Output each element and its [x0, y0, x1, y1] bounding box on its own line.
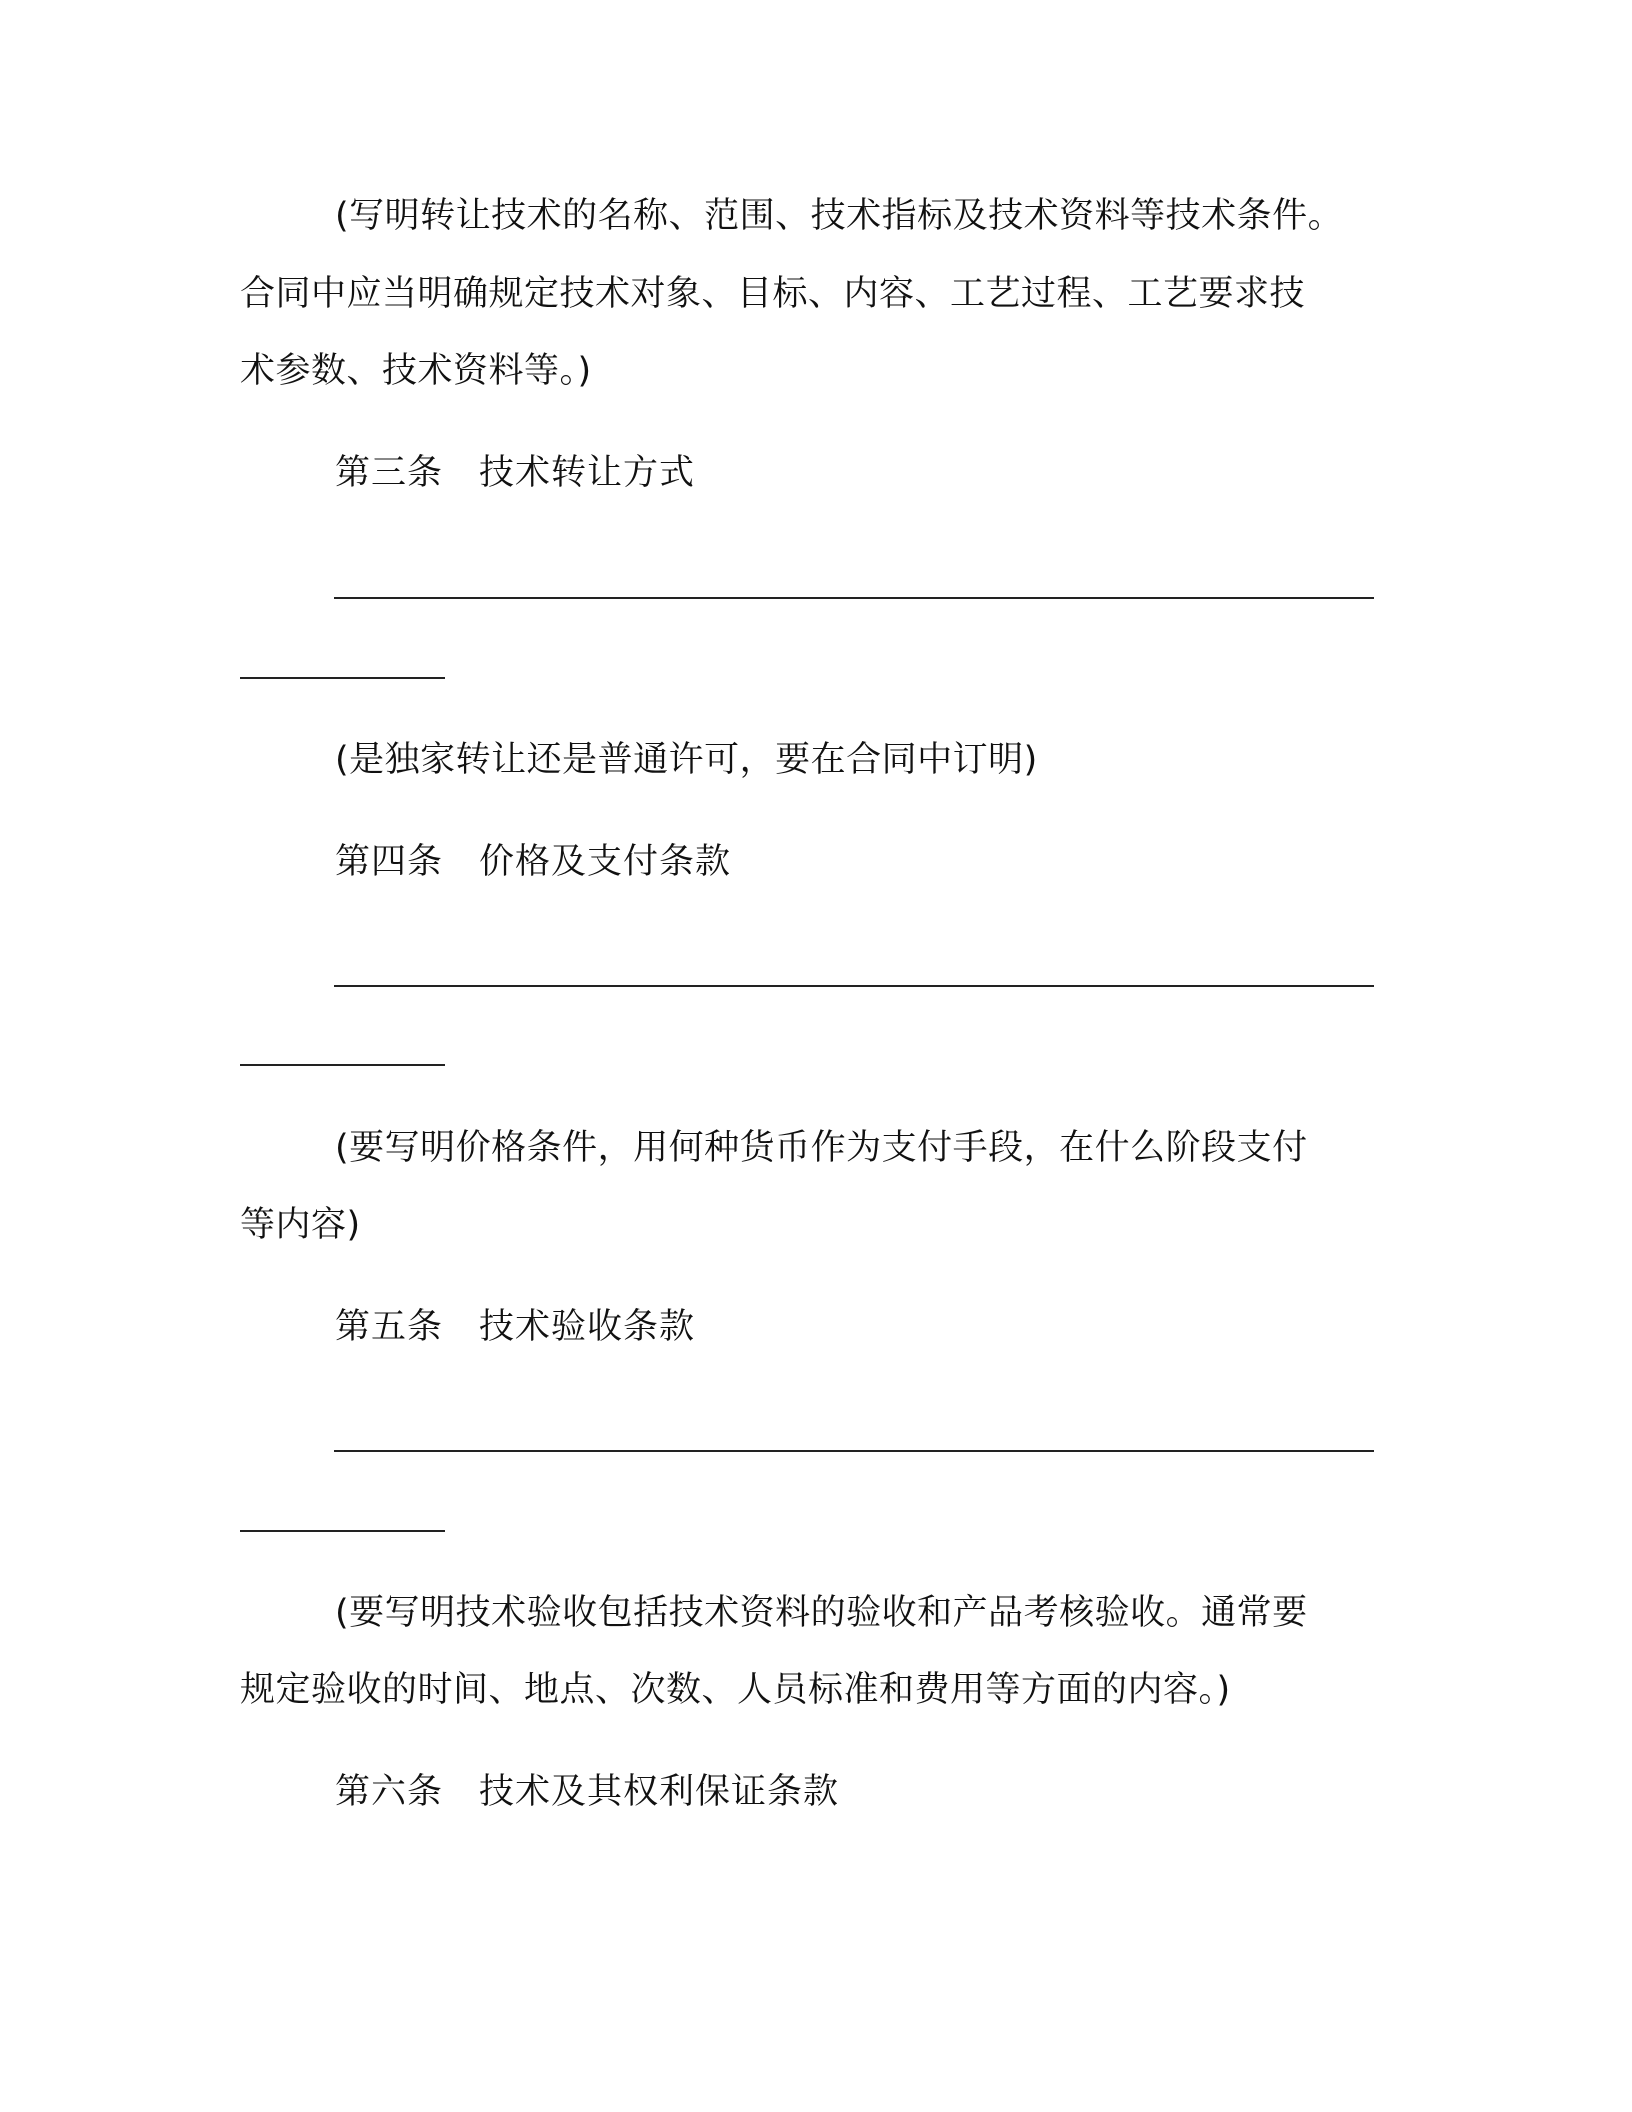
- paragraph-line: 等内容): [240, 1205, 361, 1245]
- fill-in-blank-line: [240, 1064, 445, 1066]
- article-heading-3: 第三条 技术转让方式: [335, 453, 696, 493]
- paragraph-line: 合同中应当明确规定技术对象、目标、内容、工艺过程、工艺要求技: [240, 274, 1306, 314]
- article-note-3: (是独家转让还是普通许可，要在合同中订明): [335, 740, 1038, 780]
- article-heading-4: 第四条 价格及支付条款: [335, 842, 732, 882]
- fill-in-blank-line: [240, 1530, 445, 1532]
- paragraph-line: 规定验收的时间、地点、次数、人员标准和费用等方面的内容。): [240, 1670, 1231, 1710]
- paragraph-line: (要写明价格条件，用何种货币作为支付手段，在什么阶段支付: [335, 1128, 1308, 1168]
- paragraph-line: (要写明技术验收包括技术资料的验收和产品考核验收。通常要: [335, 1593, 1308, 1633]
- fill-in-blank-line: [334, 985, 1374, 987]
- fill-in-blank-line: [334, 1450, 1374, 1452]
- fill-in-blank-line: [240, 677, 445, 679]
- paragraph-line: 术参数、技术资料等。): [240, 351, 592, 391]
- fill-in-blank-line: [334, 597, 1374, 599]
- article-heading-6: 第六条 技术及其权利保证条款: [335, 1772, 840, 1812]
- article-heading-5: 第五条 技术验收条款: [335, 1307, 696, 1347]
- paragraph-line: (写明转让技术的名称、范围、技术指标及技术资料等技术条件。: [335, 196, 1344, 236]
